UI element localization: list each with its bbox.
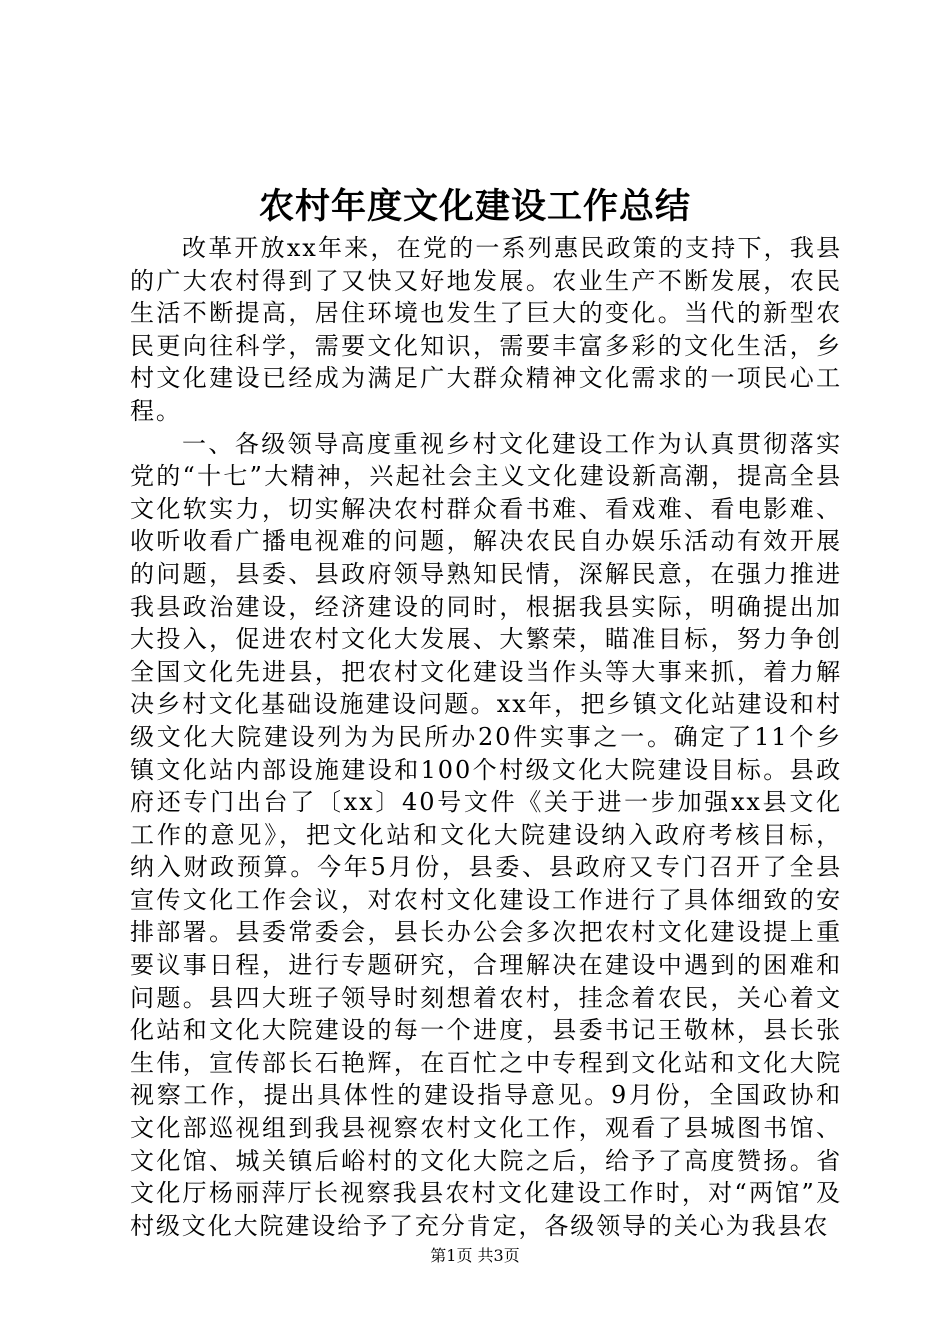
document-title: 农村年度文化建设工作总结 [258,186,691,227]
paragraph-section-one: 一、各级领导高度重视乡村文化建设工作为认真贯彻落实党的“十七”大精神，兴起社会主义文化建设新高潮，提高全县文化软实力，切实解决农村群众看书难、看戏难、看电影难、收听收看广播电视难的问题，解决农民自办娱乐活动有效开展的问题，县委、县政府领导熟知民情，深解民意，在强力推进我县政治建设，经济建设的同时，根据我县实际，明确提出加大投入，促进农村文化大发展、大繁荣，瞄准目标，努力争创全国文化先进县，把农村文化建设当作头等大事来抓，着力解决乡村文化基础设施建设问题。xx年，把乡镇文化站建设和村级文化大院建设列为为民所办20件实事之一。确定了11个乡镇文化站内部设施建设和100个村级文化大院建设目标。县政府还专门出台了〔xx〕40号文件《关于进一步加强xx县文化工作的意见》，把文化站和文化大院建设纳入政府考核目标，纳入财政预算。今年5月份，县委、县政府又专门召开了全县宣传文化工作会议，对农村文化建设工作进行了具体细致的安排部署。县委常委会，县长办公会多次把农村文化建设提上重要议事日程，进行专题研究，合理解决在建设中遇到的困难和问题。县四大班子领导时刻想着农村，挂念着农民，关心着文化站和文化大院建设的每一个进度，县委书记王敬林，县长张生伟，宣传部长石艳辉，在百忙之中专程到文化站和文化大院视察工作，提出具体性的建设指导意见。9月份，全国政协和文化部巡视组到我县视察农村文化工作，观看了县城图书馆、文化馆、城关镇后峪村的文化大院之后，给予了高度赞扬。省文化厅杨丽萍厅长视察我县农村文化建设工作时，对“两馆”及村级文化大院建设给予了充分肯定，各级领导的关心为我县农 [130,429,842,1240]
page-footer: 第1页 共3页 [430,1246,520,1265]
paragraph-intro: 改革开放xx年来，在党的一系列惠民政策的支持下，我县的广大农村得到了又快又好地发展。农业生产不断发展，农民生活不断提高，居住环境也发生了巨大的变化。当代的新型农民更向往科学，需要文化知识，需要丰富多彩的文化生活，乡村文化建设已经成为满足广大群众精神文化需求的一项民心工程。 [130,234,842,425]
document-body [130,232,842,1242]
